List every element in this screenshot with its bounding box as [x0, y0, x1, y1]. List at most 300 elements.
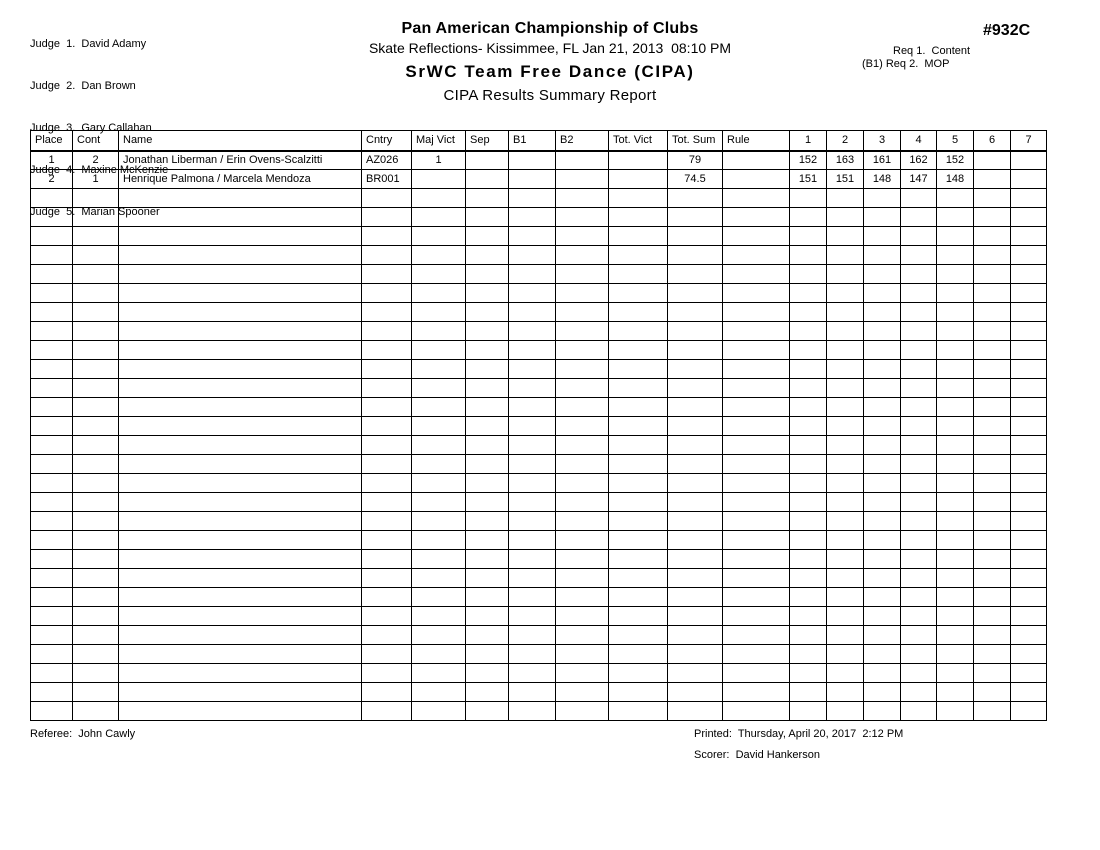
cell-b1 [509, 626, 556, 645]
cell-cntry [362, 284, 412, 303]
cell-j1 [790, 512, 827, 531]
cell-tot_sum [668, 455, 723, 474]
cell-j2 [827, 341, 864, 360]
cell-j6 [974, 360, 1011, 379]
cell-j7 [1011, 455, 1047, 474]
cell-place: 2 [31, 170, 73, 189]
cell-place: 1 [31, 151, 73, 170]
cell-place [31, 208, 73, 227]
cell-b1 [509, 607, 556, 626]
cell-j6 [974, 474, 1011, 493]
cell-name [119, 208, 362, 227]
judge-line-5: Judge 5. Marian Spooner [30, 206, 160, 218]
cell-sep [466, 322, 509, 341]
cell-b1 [509, 398, 556, 417]
cell-j4 [901, 588, 937, 607]
cell-tot_sum [668, 284, 723, 303]
cell-b1 [509, 664, 556, 683]
cell-name [119, 303, 362, 322]
cell-cntry: AZ026 [362, 151, 412, 170]
cell-j2 [827, 588, 864, 607]
cell-j2 [827, 493, 864, 512]
empty-row [31, 455, 1047, 474]
cell-tot_sum [668, 645, 723, 664]
cell-b2 [556, 208, 609, 227]
cell-j3 [864, 417, 901, 436]
cell-j5 [937, 626, 974, 645]
cell-maj_vict [412, 246, 466, 265]
cell-tot_sum [668, 702, 723, 721]
cell-b1 [509, 303, 556, 322]
cell-cntry [362, 474, 412, 493]
empty-row [31, 493, 1047, 512]
cell-name [119, 398, 362, 417]
cell-maj_vict [412, 607, 466, 626]
cell-cntry [362, 683, 412, 702]
col-header-cntry: Cntry [362, 131, 412, 151]
empty-row [31, 531, 1047, 550]
cell-b2 [556, 645, 609, 664]
empty-row [31, 436, 1047, 455]
cell-cont [73, 569, 119, 588]
cell-j5 [937, 417, 974, 436]
cell-b1 [509, 284, 556, 303]
cell-j5 [937, 588, 974, 607]
cell-j5 [937, 455, 974, 474]
cell-maj_vict: 1 [412, 151, 466, 170]
cell-j5 [937, 664, 974, 683]
cell-maj_vict [412, 341, 466, 360]
cell-j3 [864, 645, 901, 664]
cell-j1: 152 [790, 151, 827, 170]
cell-maj_vict [412, 493, 466, 512]
cell-place [31, 322, 73, 341]
cell-rule [723, 664, 790, 683]
cell-j7 [1011, 645, 1047, 664]
cell-j7 [1011, 626, 1047, 645]
col-header-j3: 3 [864, 131, 901, 151]
cell-place [31, 246, 73, 265]
cell-name [119, 455, 362, 474]
cell-j2 [827, 303, 864, 322]
cell-sep [466, 664, 509, 683]
cell-name [119, 493, 362, 512]
cell-j1 [790, 189, 827, 208]
cell-maj_vict [412, 531, 466, 550]
cell-rule [723, 493, 790, 512]
cell-b2 [556, 417, 609, 436]
cell-b2 [556, 170, 609, 189]
cell-place [31, 645, 73, 664]
cell-b1 [509, 455, 556, 474]
cell-b2 [556, 455, 609, 474]
cell-cntry [362, 702, 412, 721]
cell-place [31, 683, 73, 702]
cell-j7 [1011, 246, 1047, 265]
cell-j3 [864, 702, 901, 721]
cell-j1 [790, 607, 827, 626]
cell-maj_vict [412, 550, 466, 569]
cell-j4 [901, 512, 937, 531]
empty-row [31, 303, 1047, 322]
cell-j5 [937, 512, 974, 531]
cell-j7 [1011, 303, 1047, 322]
cell-tot_sum [668, 531, 723, 550]
cell-j3: 161 [864, 151, 901, 170]
cell-maj_vict [412, 588, 466, 607]
cell-j1 [790, 417, 827, 436]
cell-j1 [790, 246, 827, 265]
cell-j4 [901, 702, 937, 721]
cell-b1 [509, 189, 556, 208]
cell-sep [466, 246, 509, 265]
cell-j5: 148 [937, 170, 974, 189]
cell-tot_vict [609, 664, 668, 683]
cell-tot_sum [668, 474, 723, 493]
cell-sep [466, 360, 509, 379]
cell-maj_vict [412, 284, 466, 303]
cell-j2 [827, 227, 864, 246]
cell-cont [73, 227, 119, 246]
cell-tot_sum [668, 417, 723, 436]
cell-tot_sum [668, 512, 723, 531]
cell-maj_vict [412, 379, 466, 398]
cell-tot_sum [668, 436, 723, 455]
cell-j1 [790, 284, 827, 303]
cell-b2 [556, 531, 609, 550]
cell-j1 [790, 341, 827, 360]
cell-rule [723, 284, 790, 303]
cell-name [119, 645, 362, 664]
cell-j4 [901, 550, 937, 569]
cell-j4 [901, 227, 937, 246]
cell-rule [723, 246, 790, 265]
empty-row [31, 227, 1047, 246]
cell-j3 [864, 303, 901, 322]
cell-place [31, 550, 73, 569]
req-line-2: (B1) Req 2. MOP [862, 58, 950, 70]
cell-b1 [509, 569, 556, 588]
cell-b2 [556, 360, 609, 379]
empty-row [31, 208, 1047, 227]
cell-b2 [556, 683, 609, 702]
cell-b1 [509, 227, 556, 246]
cell-name [119, 588, 362, 607]
cell-cont [73, 417, 119, 436]
cell-j6 [974, 683, 1011, 702]
cell-j4 [901, 569, 937, 588]
cell-j5 [937, 360, 974, 379]
cell-tot_vict [609, 170, 668, 189]
cell-tot_vict [609, 626, 668, 645]
cell-name [119, 702, 362, 721]
cell-b1 [509, 341, 556, 360]
col-header-j4: 4 [901, 131, 937, 151]
cell-cont [73, 246, 119, 265]
cell-maj_vict [412, 645, 466, 664]
cell-maj_vict [412, 265, 466, 284]
cell-tot_vict [609, 417, 668, 436]
cell-tot_sum [668, 227, 723, 246]
cell-j7 [1011, 569, 1047, 588]
cell-cont [73, 512, 119, 531]
cell-b2 [556, 398, 609, 417]
cell-b1 [509, 493, 556, 512]
cell-cntry [362, 322, 412, 341]
cell-rule [723, 322, 790, 341]
cell-j7 [1011, 664, 1047, 683]
cell-j6 [974, 284, 1011, 303]
cell-place [31, 265, 73, 284]
cell-j7 [1011, 189, 1047, 208]
cell-j2 [827, 569, 864, 588]
cell-j1 [790, 303, 827, 322]
cell-maj_vict [412, 227, 466, 246]
empty-row [31, 474, 1047, 493]
cell-place [31, 664, 73, 683]
cell-cont [73, 702, 119, 721]
cell-cntry [362, 341, 412, 360]
empty-row [31, 626, 1047, 645]
cell-rule [723, 379, 790, 398]
cell-b1 [509, 170, 556, 189]
cell-b1 [509, 322, 556, 341]
cell-j7 [1011, 493, 1047, 512]
cell-j2 [827, 702, 864, 721]
empty-row [31, 417, 1047, 436]
cell-name [119, 569, 362, 588]
cell-maj_vict [412, 512, 466, 531]
cell-j3 [864, 588, 901, 607]
cell-j5 [937, 398, 974, 417]
cell-b1 [509, 550, 556, 569]
cell-j7 [1011, 436, 1047, 455]
cell-name [119, 550, 362, 569]
cell-tot_vict [609, 702, 668, 721]
empty-row [31, 398, 1047, 417]
cell-j3 [864, 379, 901, 398]
cell-b1 [509, 246, 556, 265]
cell-maj_vict [412, 360, 466, 379]
cell-maj_vict [412, 664, 466, 683]
cell-tot_sum [668, 265, 723, 284]
event-title: Pan American Championship of Clubs [401, 20, 699, 37]
cell-j7 [1011, 550, 1047, 569]
cell-maj_vict [412, 474, 466, 493]
cell-tot_sum: 79 [668, 151, 723, 170]
cell-cont [73, 607, 119, 626]
cell-rule [723, 474, 790, 493]
cell-tot_sum [668, 322, 723, 341]
cell-j7 [1011, 607, 1047, 626]
scorer-text: Scorer: David Hankerson [694, 749, 820, 761]
cell-j6 [974, 531, 1011, 550]
cell-maj_vict [412, 455, 466, 474]
cell-name [119, 341, 362, 360]
judge-line-2: Judge 2. Dan Brown [30, 80, 136, 92]
cell-j6 [974, 645, 1011, 664]
cell-rule [723, 189, 790, 208]
cell-j3 [864, 626, 901, 645]
cell-j6 [974, 322, 1011, 341]
cell-cont [73, 474, 119, 493]
cell-cont [73, 341, 119, 360]
cell-b2 [556, 151, 609, 170]
cell-cont: 2 [73, 151, 119, 170]
cell-cntry [362, 303, 412, 322]
cell-b1 [509, 645, 556, 664]
cell-tot_sum [668, 379, 723, 398]
cell-name [119, 474, 362, 493]
cell-j6 [974, 265, 1011, 284]
col-header-sep: Sep [466, 131, 509, 151]
cell-j2 [827, 531, 864, 550]
cell-maj_vict [412, 683, 466, 702]
cell-j6 [974, 436, 1011, 455]
cell-j2 [827, 683, 864, 702]
cell-j2: 163 [827, 151, 864, 170]
cell-cont [73, 645, 119, 664]
cell-cont [73, 284, 119, 303]
cell-cntry [362, 645, 412, 664]
cell-j4 [901, 379, 937, 398]
cell-sep [466, 474, 509, 493]
cell-j3 [864, 569, 901, 588]
table-header-row [31, 131, 1047, 151]
empty-row [31, 189, 1047, 208]
cell-rule [723, 512, 790, 531]
cell-name [119, 360, 362, 379]
cell-tot_vict [609, 284, 668, 303]
cell-j1 [790, 265, 827, 284]
cell-j4 [901, 531, 937, 550]
cell-name [119, 284, 362, 303]
cell-tot_sum [668, 569, 723, 588]
cell-b2 [556, 322, 609, 341]
cell-tot_vict [609, 265, 668, 284]
cell-maj_vict [412, 569, 466, 588]
cell-tot_vict [609, 512, 668, 531]
cell-j4 [901, 208, 937, 227]
cell-cntry [362, 227, 412, 246]
cell-place [31, 284, 73, 303]
cell-place [31, 512, 73, 531]
cell-j3 [864, 284, 901, 303]
cell-cntry [362, 493, 412, 512]
cell-cntry [362, 208, 412, 227]
cell-name [119, 227, 362, 246]
cell-j2 [827, 436, 864, 455]
cell-j4 [901, 626, 937, 645]
cell-j1 [790, 379, 827, 398]
cell-j3 [864, 512, 901, 531]
cell-j1: 151 [790, 170, 827, 189]
cell-tot_sum [668, 493, 723, 512]
cell-b1 [509, 360, 556, 379]
cell-maj_vict [412, 398, 466, 417]
cell-rule [723, 702, 790, 721]
cell-tot_vict [609, 569, 668, 588]
cell-j2 [827, 626, 864, 645]
cell-place [31, 303, 73, 322]
cell-cntry [362, 246, 412, 265]
cell-j4 [901, 322, 937, 341]
cell-place [31, 360, 73, 379]
cell-j3 [864, 341, 901, 360]
cell-j4 [901, 360, 937, 379]
cell-cntry [362, 569, 412, 588]
cell-tot_vict [609, 246, 668, 265]
cell-tot_vict [609, 303, 668, 322]
cell-place [31, 607, 73, 626]
cell-tot_sum: 74.5 [668, 170, 723, 189]
empty-row [31, 702, 1047, 721]
cell-j7 [1011, 588, 1047, 607]
empty-row [31, 569, 1047, 588]
cell-j7 [1011, 683, 1047, 702]
cell-cont [73, 303, 119, 322]
cell-j5 [937, 550, 974, 569]
cell-j2 [827, 208, 864, 227]
cell-j4 [901, 455, 937, 474]
cell-sep [466, 208, 509, 227]
cell-j1 [790, 208, 827, 227]
cell-j4 [901, 607, 937, 626]
cell-place [31, 398, 73, 417]
cell-b2 [556, 246, 609, 265]
cell-j7 [1011, 417, 1047, 436]
cell-cont [73, 683, 119, 702]
cell-j1 [790, 322, 827, 341]
cell-j7 [1011, 341, 1047, 360]
cell-sep [466, 702, 509, 721]
cell-cont [73, 588, 119, 607]
cell-j6 [974, 702, 1011, 721]
cell-place [31, 436, 73, 455]
cell-j3 [864, 322, 901, 341]
cell-cntry [362, 607, 412, 626]
col-header-rule: Rule [723, 131, 790, 151]
cell-tot_sum [668, 360, 723, 379]
cell-j6 [974, 417, 1011, 436]
cell-j3 [864, 550, 901, 569]
cell-j1 [790, 702, 827, 721]
cell-j6 [974, 455, 1011, 474]
cell-j6 [974, 246, 1011, 265]
cell-j7 [1011, 512, 1047, 531]
cell-j4 [901, 284, 937, 303]
cell-j4 [901, 303, 937, 322]
cell-j7 [1011, 702, 1047, 721]
cell-name [119, 436, 362, 455]
cell-j4 [901, 645, 937, 664]
cell-j7 [1011, 265, 1047, 284]
cell-j3 [864, 360, 901, 379]
cell-j6 [974, 341, 1011, 360]
cell-j5 [937, 645, 974, 664]
cell-rule [723, 436, 790, 455]
empty-row [31, 664, 1047, 683]
cell-sep [466, 265, 509, 284]
cell-j4 [901, 246, 937, 265]
cell-j1 [790, 683, 827, 702]
cell-sep [466, 151, 509, 170]
cell-j1 [790, 645, 827, 664]
cell-j3 [864, 436, 901, 455]
cell-b1 [509, 702, 556, 721]
cell-j4 [901, 493, 937, 512]
cell-rule [723, 303, 790, 322]
